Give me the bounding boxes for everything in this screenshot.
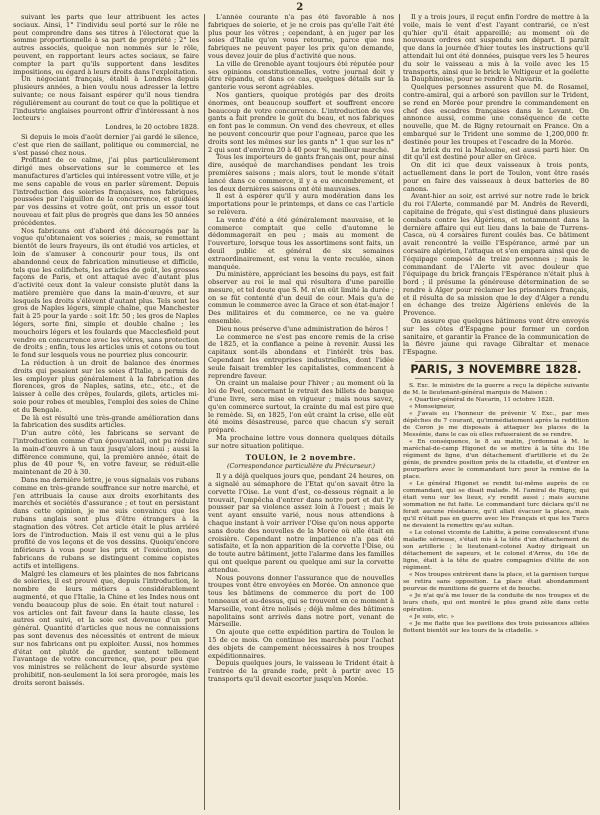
paragraph: Le commerce ne s'est pas encore remis de la crise de 1825, et la confiance a peine à revenir. Aussi les capitaux sont-ils abondans et l'intérêt très bas. Cependant les entreprises industrielles, dont l'idée seule faisait trembler les capitalistes, commencent à reprendre faveur. bbox=[208, 332, 394, 380]
paragraph: suivant les parts que leur attribuent les actes sociaux. Ainsi, 1° l'individu seul porté sur le rôle ne peut comprendre dans ses titres à l'électorat que la somme proportionnelle à sa part de propriété ; 2° les autres associés, quoique non nommés sur le rôle, peuvent, en rapportant leurs actes sociaux, se faire compter la part qu'ils supportent dans lesdites impositions, ou égard à leurs droits dans l'exploitation. bbox=[13, 14, 199, 76]
paragraph: Dieu nous préserve d'une administration de héros ! bbox=[216, 324, 389, 333]
paragraph: « Monseigneur, bbox=[409, 403, 456, 410]
paragraph: Nous pouvons donner l'assurance que de nouvelles troupes vont être envoyées en Morée. On annonce que tous les bâtimens de commerce du port de 100 tonneaux et au-dessus, qui se trouvent en ce moment à Marseille, vont être nolisés ; déjà même des bâtimens napolitains sont arrivés dans notre port, venant de Marseille. bbox=[208, 573, 394, 629]
paragraph: « Nos troupes entrèrent dans la place, et la garnison turque se retira sans opposition. La place était abondamment pourvue de munitions de guerre et de bouche. bbox=[403, 571, 589, 592]
paragraph: Profitant de ce calme, j'ai plus particulièrement dirigé mes observations sur le commerce et les manufactures d'articles qui intéressent votre ville, et je me sens capable de vous en parler sûrement. Depuis l'introduction des soieries françaises, nos fabriques, poussées par l'aiguillon de la concurrence, et guidées par vos dessins et votre goût, ont pris un essor tout nouveau et fait plus de progrès que dans les 50 années précédentes. bbox=[13, 156, 199, 227]
paragraph: « Je suis, etc. » bbox=[409, 613, 455, 620]
column-divider bbox=[204, 14, 205, 810]
letter-dateline: Londres, le 20 octobre 1828. bbox=[105, 123, 199, 132]
paragraph: On dit ici que deux vaisseaux à trois ponts, actuellement dans le port de Toulon, vont être rasés pour en faire des vaisseaux à deux batteries de 80 canons. bbox=[403, 161, 589, 193]
paragraph: Avant-hier au soir, est arrivé sur notre rade le brick du roi l'Alerte, commandé par M. Andrès de Reverdi, capitaine de frégate, qui s'est distingué dans plusieurs combats contre les Algériens, et notamment dans la dernière affaire qui eut lieu dans la baie de Turrens-Casca, où 4 corsaires furent coulés bas. Ce bâtiment avait rencontré la veille l'Espérance, armé par un corsaire algérien, l'attaqua et s'en empara ainsi que de l'équipage composé de treize personnes ; mais le commandant de l'Alerte vit avec douleur que l'équipage du brick français l'Espérance n'était plus à bord ; il présume la généreuse détermination de se rendre à Alger pour réclamer les prisonniers français, et il résulta de sa mission que le dey d'Alger a rendu en échange des treize Algériens enlevés de la Provence. bbox=[403, 192, 589, 318]
section-rule bbox=[415, 378, 577, 379]
paragraph: Dans ma dernière lettre, je vous signalais vos rubans comme en très-grande souffrance sur notre marché, et j'en attribuais la cause aux droits exorbitants des marchés et sociétés d'assurance ; et tout en persistant dans cette opinion, je me suis convaincu que les rubans anglais sont plus d'être étrangers à la stagnation des vôtres. Cet article était le plus arriéré lors de l'introduction. Mais il est venu qui a le plus profité de vos leçons et de vos dessins. Quoiqu'encore inférieurs à vous pour les prix et l'exécution, nos fabricans de rubans se distinguent comme copistes actifs et intelligens. bbox=[13, 476, 199, 570]
paragraph: Malgré les clameurs et les plaintes de nos fabricans de soieries, il est prouvé que, depuis l'introduction, le nombre de leurs métiers a considérablement augmenté, et que l'Italie, la Chine et les Indes nous ont vendu beaucoup plus de soie. En était tout naturel : vos articles ont fait faveur dans la haute classe, les autres ont suivi, et la soie est devenue d'un port général. Quantité d'articles que nous ne connaissions pas sont devenus des nécessités et entrent de mieux sur nos fabricans ont pu exploiter. Aussi, nos hommes d'état ont plutôt de garder, sentent tellement l'avantage de votre concurrence, que, pour peu que vos ministres se relâchent de leur absurde système prohibitif, non-seulement la loi sera prorogée, mais les droits seront baissés. bbox=[13, 569, 199, 687]
paragraph: Il y a trois jours, il reçut enfin l'ordre de mettre à la voile, mais le vent d'est l'ayant contrarié, ce n'est qu'hier qu'il était appareillé; au moment où de nouveaux ordres ont suspendu son départ. Il paraît que dans la journée d'hier toutes les instructions qu'il attendait lui ont été données, puisque vers les 5 heures du soir le vaisseau a mis à la voile avec les 15 transports, ainsi que le brick le Voltigeur et la goélette la Dauphinoise, pour se rendre à Navarin. bbox=[403, 14, 589, 84]
paragraph: La réduction à un droit de balance des énormes droits qui pesaient sur les soies d'Italie, a permis de les employer plus généralement à la fabrication des florences, gros de Naples, satins, etc., etc., et de laisser à celle des crêpes, foulards, gilets, articles mi-soie pour robes et meubles, l'emploi des soies de Chine et du Bengale. bbox=[13, 359, 199, 414]
paragraph: On assure que quelques bâtimens vont être envoyés sur les côtes d'Espagne pour former un cordon sanitaire, et garantir la France de la communication de la fièvre jaune qui ravage Gibraltar et menace l'Espagne. bbox=[403, 317, 589, 357]
section-rule bbox=[415, 361, 577, 362]
paragraph: Il est à espérer qu'il y aura modération dans les importations pour le printemps, et dans ce cas l'article se relèvera. bbox=[208, 192, 394, 216]
paragraph: D'un autre côté, les fabricans se servant de l'introduction comme d'un épouvantail, ont pu réduire la main-d'œuvre à un taux jusqu'alors inoui ; aussi la différence commune, qui, la première année, était de plus de 40 pour %, en votre faveur, se réduit-elle maintenant de 20 à 30. bbox=[13, 429, 199, 477]
section-subtitle: (Correspondance particulière du Précurseur.) bbox=[226, 462, 376, 471]
paragraph: On ajoute que cette expédition partira de Toulon le 15 de ce mois. On continue les marchés pour l'achat des objets de campement nécessaires à nos troupes expéditionnaires. bbox=[208, 628, 394, 660]
column-2 bbox=[208, 14, 394, 810]
paragraph: « J'avais eu l'honneur de prévenir V. Exc., par mes dépêches du 7 courant, qu'immédiatement après la reddition de Coron je me disposais à attaquer les places de la Messénie, dans le cas où elles refuseraient de se rendre. bbox=[403, 410, 589, 438]
paragraph: Si depuis le mois d'août dernier j'ai gardé le silence, c'est que rien de saillant, politique ou commercial, ne s'est passé chez nous. bbox=[13, 132, 199, 157]
paragraph: On craint un malaise pour l'hiver ; au moment où la loi de Peel, concernant le retrait des billets de banque d'une livre, sera mise en vigueur ; mais nous savez, qu'en commerce surtout, la crainte du mal est pire que le remède. Si, en 1825, l'on eût craint la crise, elle eût été moins désastreuse, parce que chacun s'y serait préparé. bbox=[208, 379, 394, 435]
paragraph: L'année courante n'a pas été favorable à nos fabriques de soierie, et je ne crois pas qu'elle l'ait été plus pour les vôtres ; cependant, à en juger par les soies d'Italie qu'on vous retourne, parce que nos fabriques ne peuvent payer les prix qu'on demande, vous devez jouir de plus d'activité que nous. bbox=[208, 14, 394, 60]
paragraph: « Le colonel vicomte de Lahitte, à peine convalescent d'une maladie sérieuse, s'était mis à la tête d'un détachement de son artillerie ; le lieutenant-colonel Audoy dirigeait un détachement de sapeurs, et le colonel d'Arros, du 16e de ligne, était à la tête de quatre compagnies d'élite de son régiment. bbox=[403, 529, 589, 571]
column-divider bbox=[399, 14, 400, 810]
paragraph: Tous les importeurs de gants français ont, pour ainsi dire, auséqué de marchandises pendant les trois premières saisons ; mais alors, tout le monde s'était lancé dans ce commerce, il y a eu encombrement, et les deux dernières saisons ont été mauvaises. bbox=[208, 153, 394, 193]
paragraph: S. Exc. le ministre de la guerre a reçu la dépêche suivante de M. le lieutenant-général marquis de Maison : bbox=[403, 382, 589, 396]
paragraph: Depuis quelques jours, le vaisseau le Trident était à l'entrée de la grande rade, prêt à partir avec 15 transports qu'il devait escorter jusqu'en Morée. bbox=[208, 659, 394, 683]
paragraph: Un négociant français, établi à Londres depuis plusieurs années, a bien voulu nous adresser la lettre suivante; ce nous faisant espérer qu'il nous tiendra régulièrement au courant de tout ce que la politique et l'industrie anglaises pourront offrir d'intéressant à nos lecteurs : bbox=[13, 75, 199, 123]
paragraph: « En conséquence, le 8 au matin, j'ordonnai à M. le maréchal-de-camp Higonet de se mettre à la tête du 16e régiment de ligne, d'un détachement d'artillerie et du 2e génie, de prendre position près de la citadelle, et d'entrer en pourparlers avec le commandant turc pour la remise de la place. bbox=[403, 438, 589, 480]
paragraph: De là est résulté une très-grande amélioration dans la fabrication des susdits articles. bbox=[13, 413, 199, 430]
section-dateline: TOULON, le 2 novembre. bbox=[245, 452, 357, 462]
paragraph: Nos gantiers, quoique protégés par des droits énormes, ont beaucoup souffert et souffrent encore beaucoup de votre concurrence. L'introduction de vos gants a fait prendre le goût du beau, et nos fabriques en font pas le commun. On vend des chevreux, et elles ne peuvent concourir que pour l'agneau, parce que les droits sont les mêmes sur les gants n° 1 que sur les n° 2 qui sont d'environ 20 à 40 pour %, meilleur marché. bbox=[208, 90, 394, 154]
paragraph: « Le général Higonet se rendit lui-même auprès de ce commandant, qui se disait malade. M. l'amiral de Rigny, qui était venu sur les lieux, s'y rendit aussi ; mais aucune sommation ne fut faite. Le commandant turc déclara qu'il ne ferait aucune résistance, qu'il allait évacuer la place, mais qu'il n'était pas en guerre avec les Français et que les Turcs ne devaient la remettre qu'au sultan. bbox=[403, 480, 589, 529]
paragraph: Nos fabricans ont d'abord été découragés par la vogue qu'obtenaient vos soieries ; mais, se remettant bientôt de leurs frayeurs, ils ont étudié vos articles, et loin de s'amuser à concourir pour tous, ils ont abandonné ceux de fabrication minutieuse et difficile, tels que les colifichets, les articles de goût, les grosses façons de Paris, et ont attaqué avec d'autant plus d'activité ceux dont la valeur consiste plutôt dans la matière première que dans la main-d'œuvre, et sur lesquels les droits s'élèvent d'autant plus. Tels sont les gros de Naples légers, simple chaîne, que Manchester fait à 25 pour la yarde : soit 1fr. 50 ; les gros de Naples légers, sorte fini, simple et double chaîne ; les mouchoirs légers et les foulards que Macclesfield peut vendre en concurrence avec les vôtres, sans protection de droits ; enfin, tous les articles unis et cotons ou tout le fond sur lesquels vous ne pourriez plus concourir. bbox=[13, 226, 199, 360]
paragraph: La ville de Grenoble ayant toujours été réputée pour ses opinions constitutionnelles, votre journal doit y être répandu, et dans ce cas, quelques détails sur la ganterie vous seront agréables. bbox=[208, 59, 394, 92]
paragraph: La vente d'été a été généralement mauvaise, et le commerce comptait que celle d'automne le dédommagerait en peu ; mais au moment de l'ouverture, lorsque tous les assortimens sont faits, un deuil public et général de six semaines extraordinairement, est venu la vente reculée, sinon manquée. bbox=[208, 215, 394, 271]
paragraph: Le brick du roi la Malouine, est aussi parti hier. On dit qu'il est destiné pour aller en Grèce. bbox=[403, 145, 589, 162]
column-3 bbox=[403, 14, 589, 810]
paragraph: Ma prochaine lettre vous donnera quelques détails sur notre situation politique. bbox=[208, 434, 394, 450]
paragraph: Quelques personnes assurent que M. de Rosamel, contre-amiral, qui a arboré son pavillon sur le Trident, se rend en Morée pour prendre le commandement en chef des escadres françaises dans le Levant. On annonce aussi, comme une conséquence de cette nouvelle, que M. de Rigny retournait en France. On a embarqué sur le Trident une somme de 1,200,000 fr. destinée pour les troupes et l'escadre de la Morée. bbox=[403, 83, 589, 146]
section-headline: PARIS, 3 NOVEMBRE 1828. bbox=[410, 363, 582, 377]
paragraph: « Quartier-général de Navarin, 11 octobre 1828. bbox=[409, 396, 555, 403]
article-columns bbox=[13, 14, 591, 810]
paragraph: « Je n'ai qu'à me louer de la conduite de nos troupes et de leurs chefs, qui ont montré le plus grand zèle dans cette opération. bbox=[403, 592, 589, 613]
paragraph: « Je me flatte que les pavillons des trois puissances alliées flottent bientôt sur les tours de la citadelle. » bbox=[403, 620, 589, 634]
column-1 bbox=[13, 14, 199, 810]
page-number: 2 bbox=[296, 2, 304, 13]
paragraph: Il y a déjà quelques jours que, pendant 24 heures, on a signalé au sémaphore de l'Etat qu'on savait être la corvette l'Oise. Le vent d'est, ce-dessous régnait a le trouvait, l'empêcha d'entrer dans notre port et dut l'y pousser par sa violence assez loin à l'ouest ; mais le vent ayant ensuite varié, nous nous attendions à chaque instant à voir arriver l'Oise qu'on nous apporte sans doute des nouvelles de la Morée où elle était en croisière. Cependant notre impatience n'a pas été satisfaite, et la non apparition de la corvette l'Oise, ou de toute autre bâtiment, jette l'alarme dans les familles qui ont quelque parent ou quelque ami sur la corvette attendue. bbox=[208, 472, 394, 574]
paragraph: Du ministère, appréciant les besoins du pays, est fait observer au roi le mal qui résultera d'une pareille mesure, et tel doute que S. M. n'en eût limité la durée ; on se fût contenté d'un deuil de cour. Mais qu'a de commun le commerce avec la Grace et son état-major ! Des militaires et du commerce, ce ne va guère ensemble. bbox=[208, 270, 394, 326]
